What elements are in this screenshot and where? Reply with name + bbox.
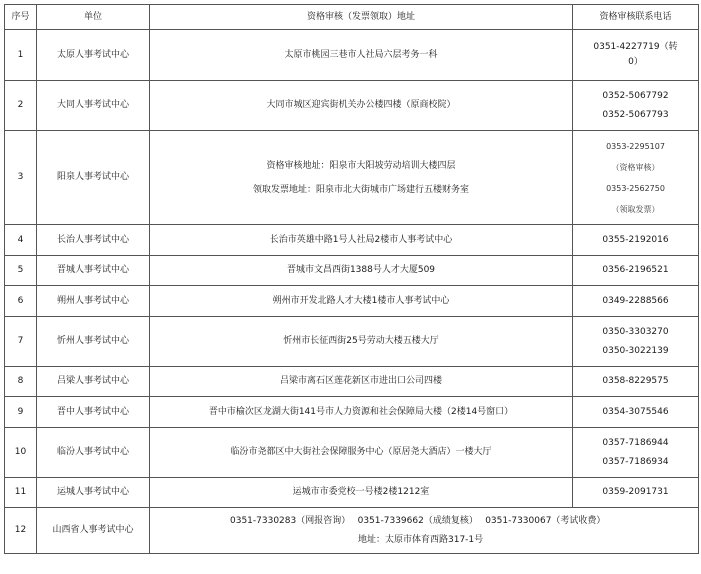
row-address: 晋中市榆次区龙湖大街141号市人力资源和社会保障局大楼（2楼14号窗口）: [150, 397, 573, 428]
row-unit: 山西省人事考试中心: [37, 508, 150, 554]
phone-line: 0349-2288566: [602, 295, 669, 306]
table-row: [5, 397, 699, 428]
phone-line: 0353-2295107: [606, 141, 665, 151]
table-row: [5, 131, 699, 225]
row-unit: 临汾人事考试中心: [37, 428, 150, 478]
table-row: [5, 367, 699, 397]
row-phone: [573, 286, 699, 317]
row-phone: [573, 397, 699, 428]
row-merged-contact: [150, 508, 699, 554]
header-phone: 资格审核联系电话: [573, 5, 699, 30]
phone-line: 0351-4227719（转: [593, 42, 678, 52]
table-row: [5, 225, 699, 256]
phone-line: 0352-5067793: [602, 109, 669, 120]
row-phone: [573, 367, 699, 397]
row-no: 8: [5, 367, 37, 397]
row-no: 5: [5, 256, 37, 286]
row-address: 忻州市长征西街25号劳动大楼五楼大厅: [150, 317, 573, 367]
table-row: [5, 478, 699, 508]
row-no: 2: [5, 81, 37, 131]
row-phone: [573, 478, 699, 508]
table-row: [5, 428, 699, 478]
table-row: [5, 286, 699, 317]
contact-phones: 0351-7330283（网报咨询） 0351-7339662（成绩复核） 0351-7330067（考试收费）: [230, 515, 606, 526]
row-unit: 太原人事考试中心: [37, 30, 150, 81]
address-line: 领取发票地址：阳泉市北大街城市广场建行五楼财务室: [252, 184, 469, 195]
table-row: [5, 508, 699, 554]
table-row: [5, 317, 699, 367]
header-no: 序号: [5, 5, 37, 30]
row-phone: [573, 256, 699, 286]
phone-line: 0356-2196521: [602, 265, 669, 275]
row-phone: [573, 30, 699, 81]
row-phone: [573, 81, 699, 131]
row-unit: 忻州人事考试中心: [37, 317, 150, 367]
row-phone: [573, 428, 699, 478]
row-address: 临汾市尧都区中大街社会保障服务中心（原居尧大酒店）一楼大厅: [150, 428, 573, 478]
phone-line: 0350-3303270: [602, 326, 669, 337]
phone-line: 0）: [628, 57, 643, 67]
phone-line: 0353-2562750: [606, 183, 665, 193]
table-row: [5, 81, 699, 131]
row-no: 4: [5, 225, 37, 256]
row-unit: 朔州人事考试中心: [37, 286, 150, 317]
phone-line: 0355-2192016: [602, 234, 669, 245]
phone-note: （资格审核）: [611, 162, 660, 172]
header-unit: 单位: [37, 5, 150, 30]
phone-line: 0352-5067792: [602, 90, 669, 101]
row-no: 11: [5, 478, 37, 508]
row-phone: [573, 225, 699, 256]
row-unit: 大同人事考试中心: [37, 81, 150, 131]
row-address: 长治市英雄中路1号人社局2楼市人事考试中心: [150, 225, 573, 256]
row-no: 9: [5, 397, 37, 428]
row-unit: 阳泉人事考试中心: [37, 131, 150, 225]
row-no: 10: [5, 428, 37, 478]
phone-line: 0358-8229575: [602, 376, 669, 386]
header-row: [5, 5, 699, 30]
phone-line: 0359-2091731: [602, 487, 669, 497]
row-address: 大同市城区迎宾街机关办公楼四楼（原商校院）: [150, 81, 573, 131]
phone-line: 0357-7186944: [602, 437, 669, 448]
row-address: 朔州市开发北路人才大楼1楼市人事考试中心: [150, 286, 573, 317]
row-unit: 长治人事考试中心: [37, 225, 150, 256]
row-no: 1: [5, 30, 37, 81]
phone-line: 0350-3022139: [602, 345, 669, 356]
exam-center-table: [4, 4, 699, 554]
row-address: 晋城市文昌西街1388号人才大厦509: [150, 256, 573, 286]
row-phone: [573, 131, 699, 225]
row-no: 12: [5, 508, 37, 554]
row-address: 吕梁市离石区莲花新区市进出口公司四楼: [150, 367, 573, 397]
phone-note: （领取发票）: [611, 204, 660, 214]
table-row: [5, 30, 699, 81]
row-no: 3: [5, 131, 37, 225]
row-unit: 晋中人事考试中心: [37, 397, 150, 428]
header-address: 资格审核（发票领取）地址: [150, 5, 573, 30]
row-no: 6: [5, 286, 37, 317]
row-unit: 晋城人事考试中心: [37, 256, 150, 286]
address-line: 资格审核地址：阳泉市大阳坡劳动培训大楼四层: [266, 160, 456, 171]
row-phone: [573, 317, 699, 367]
row-unit: 吕梁人事考试中心: [37, 367, 150, 397]
row-no: 7: [5, 317, 37, 367]
phone-line: 0357-7186934: [602, 456, 669, 467]
table-row: [5, 256, 699, 286]
contact-address: 地址：太原市体育西路317-1号: [358, 534, 484, 545]
row-address: 太原市桃园三巷市人社局六层考务一科: [150, 30, 573, 81]
row-address: [150, 131, 573, 225]
row-address: 运城市市委党校一号楼2楼1212室: [150, 478, 573, 508]
row-unit: 运城人事考试中心: [37, 478, 150, 508]
phone-line: 0354-3075546: [602, 406, 669, 417]
